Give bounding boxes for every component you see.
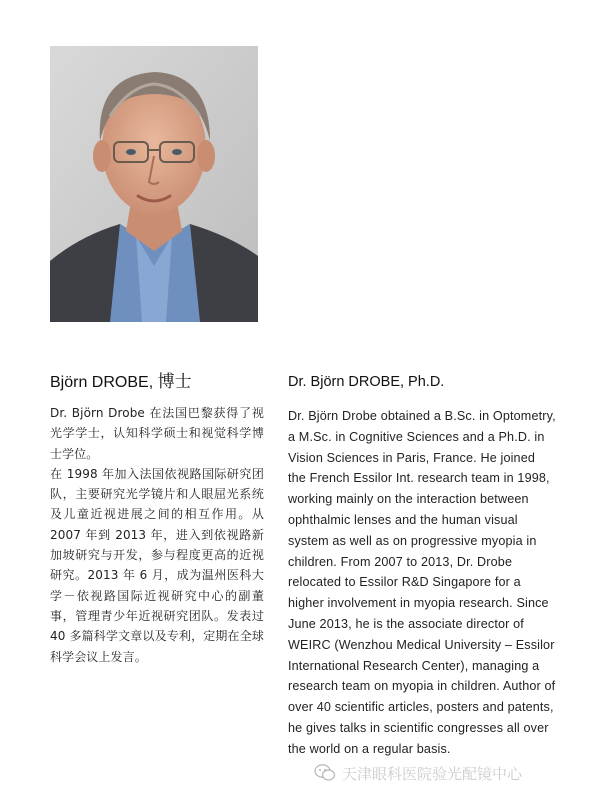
wechat-icon <box>314 763 336 783</box>
watermark <box>314 760 522 786</box>
doctor-title: 博士 <box>157 372 192 392</box>
english-bio-column <box>288 372 556 760</box>
chinese-bio-paragraph-1: Dr. Björn Drobe 在法国巴黎获得了视光学学士，认知科学硕士和视觉科学博士学位。 <box>50 406 264 461</box>
chinese-name-heading <box>50 372 264 393</box>
english-name-heading: Dr. Björn DROBE, Ph.D. <box>288 374 445 390</box>
chinese-bio-column <box>50 372 264 667</box>
portrait-photo <box>50 46 258 322</box>
portrait-illustration <box>50 46 258 322</box>
chinese-bio-paragraph-2: 在 1998 年加入法国依视路国际研究团队，主要研究光学镜片和人眼屈光系统及儿童近视进展之间的相互作用。从 2007 年到 2013 年，进入到依视路新加坡研究与开发，参与程度更高的近视研究。2013 年 6 月，成为温州医科大学－依视路国际近视研究中心的副董事，管理青少年近视研究团队。发表过 40 多篇科学文章以及专利，定期在全球科学会议上发言。 <box>50 466 264 664</box>
person-name: Björn DROBE, <box>50 374 154 391</box>
english-bio-paragraph: Dr. Björn Drobe obtained a B.Sc. in Optometry, a M.Sc. in Cognitive Sciences and a Ph.D. in Vision Sciences in Paris, France. He joined the French Essilor Int. research team in 1998, working mainly on the interaction between ophthalmic lenses and the human visual system as well as on progressive myopia in children. From 2007 to 2013, Dr. Drobe relocated to Essilor R&D Singapore for a higher involvement in myopia research. Since June 2013, he is the associate director of WEIRC (Wenzhou Medical University – Essilor International Research Center), managing a research team on myopia in children. Author of over 40 scientific articles, posters and patents, he gives talks in scientific congresses all over the world on a regular basis. <box>288 409 556 756</box>
watermark-text: 天津眼科医院验光配镜中心 <box>342 764 523 783</box>
